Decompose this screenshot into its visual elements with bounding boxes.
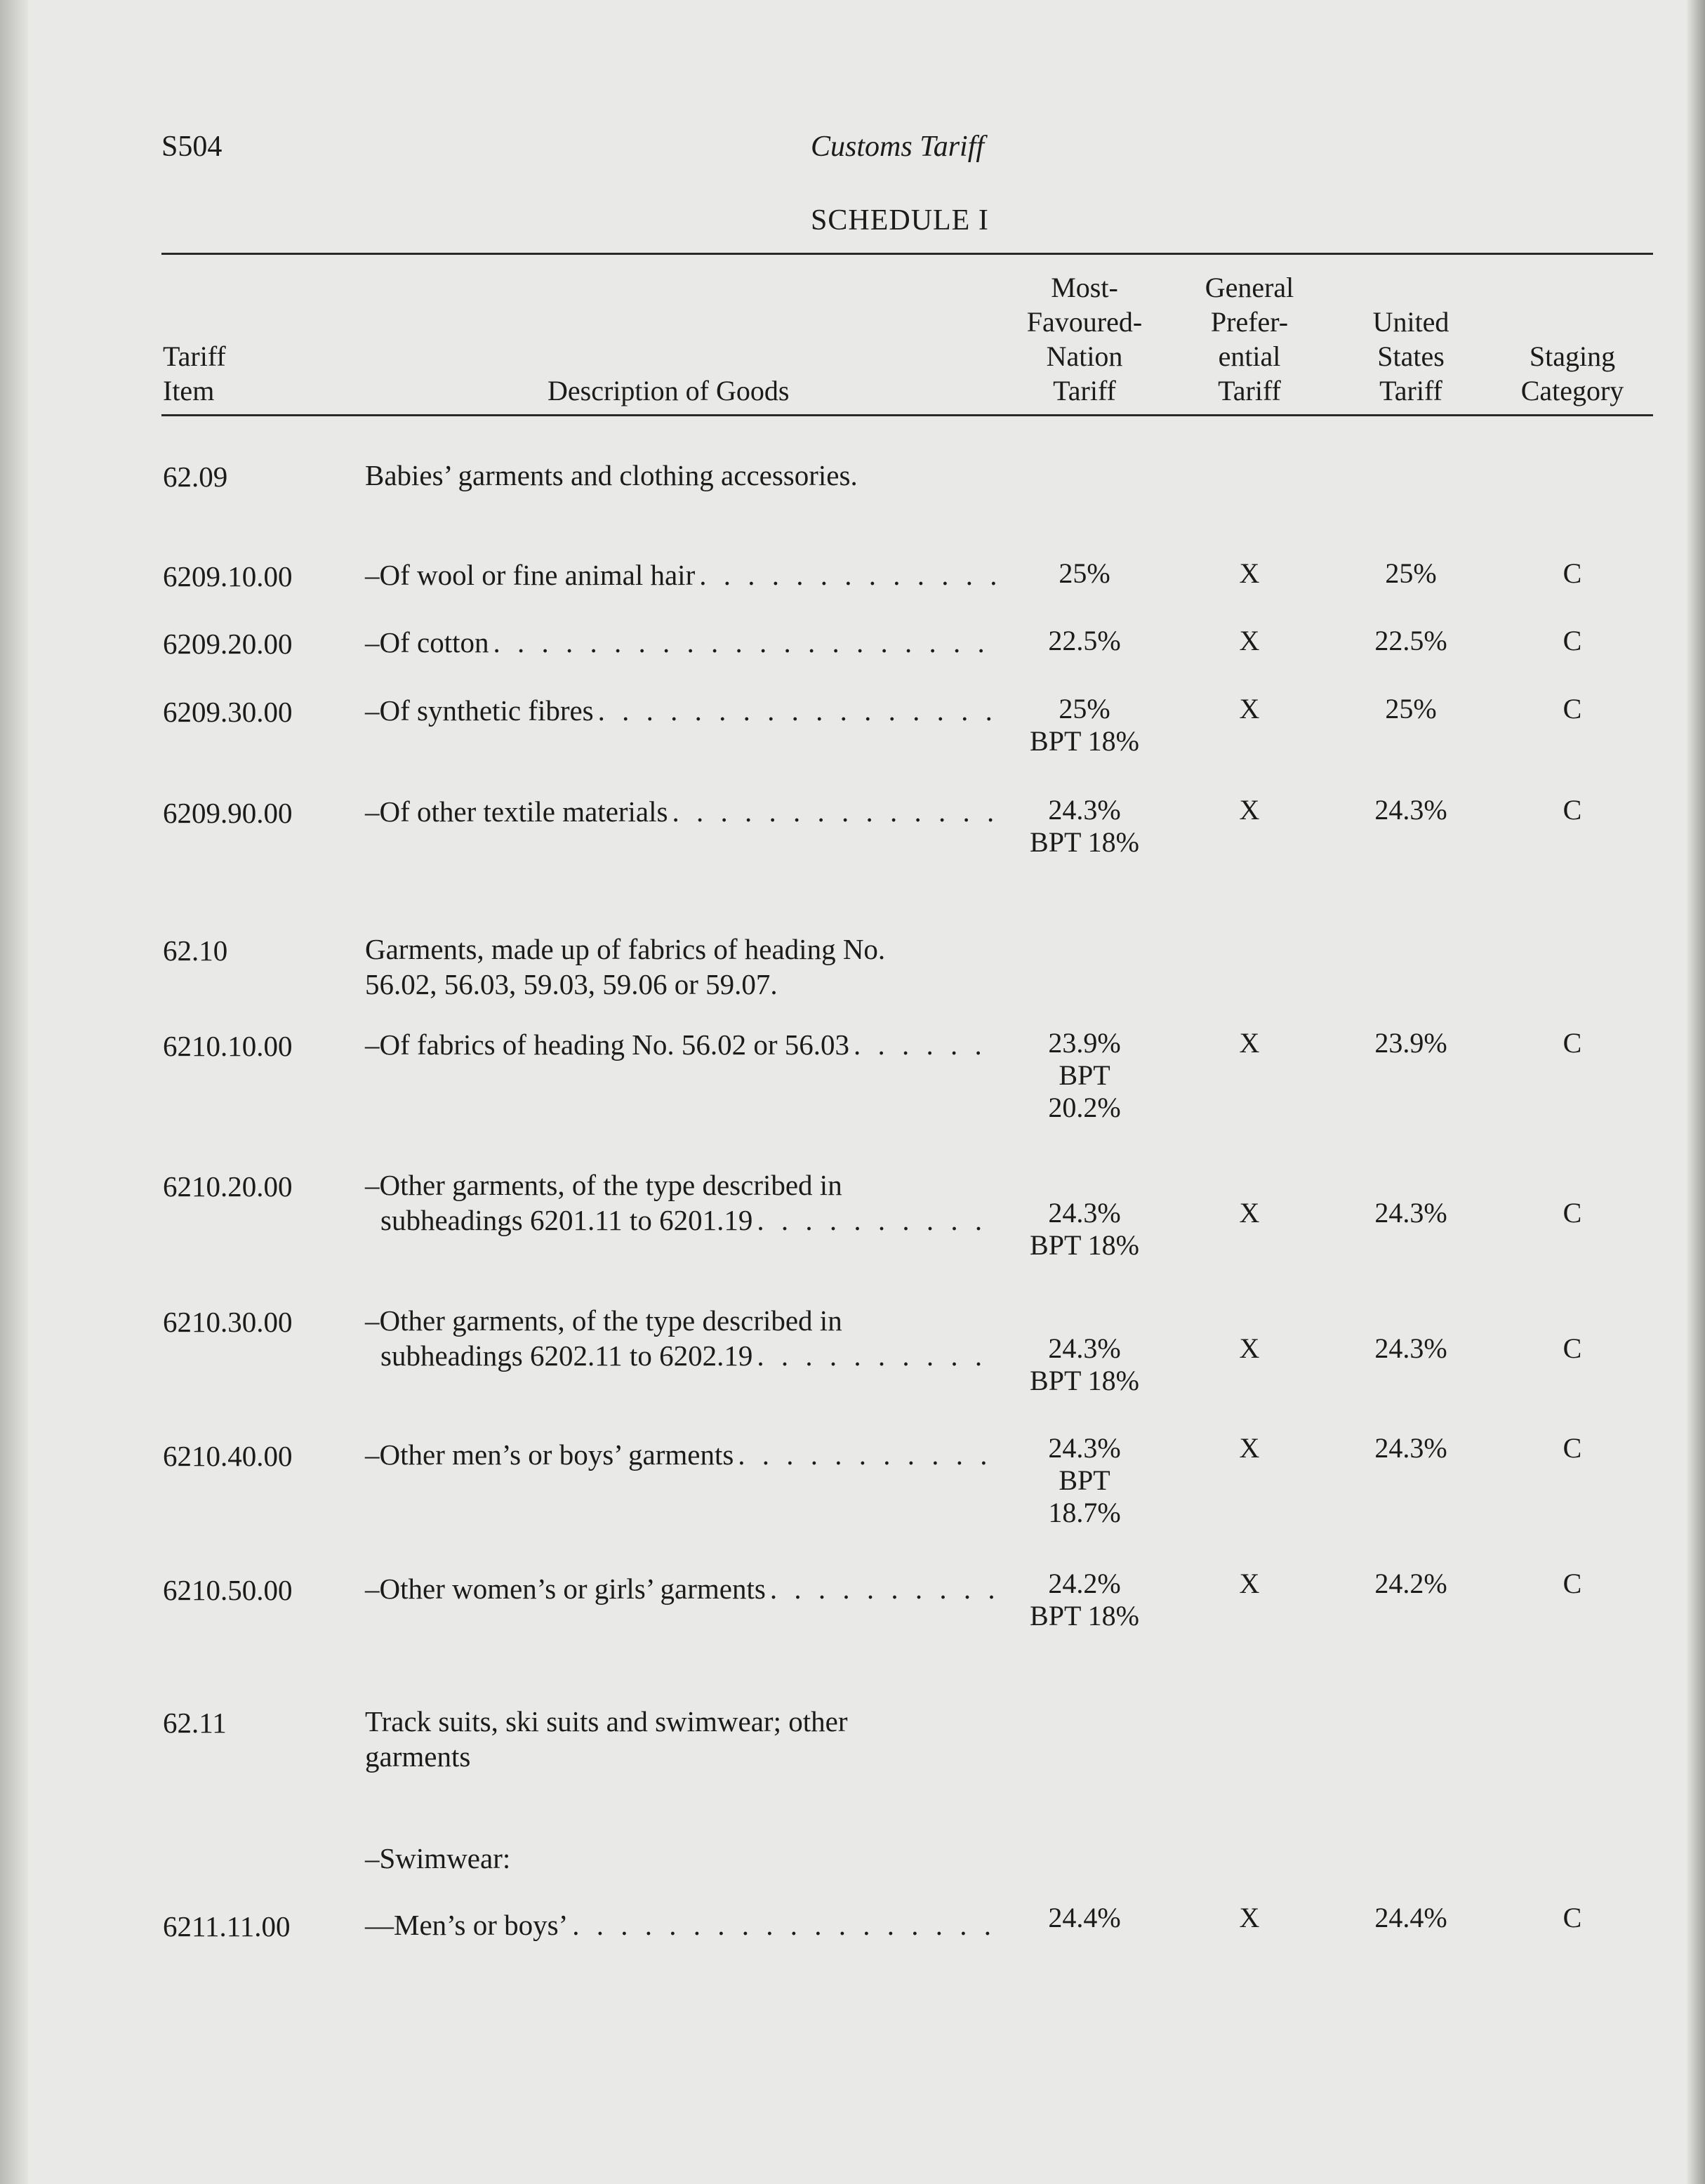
staging-category: C <box>1563 625 1582 656</box>
gpt-rate: X <box>1239 693 1260 724</box>
goods-description <box>365 458 997 493</box>
ust-rate: 25% <box>1385 557 1437 589</box>
rate-line: 24.3% <box>1048 1432 1121 1464</box>
rate-line: 24.3% <box>1048 1197 1121 1229</box>
gpt-rate: X <box>1239 1432 1260 1464</box>
rate-line: 23.9% <box>1048 1027 1121 1059</box>
goods-description <box>365 625 1000 660</box>
col-header-line: Most- <box>1051 272 1118 303</box>
staging-category: C <box>1563 1027 1582 1059</box>
description-line <box>365 794 1000 829</box>
staging-category: C <box>1563 693 1582 724</box>
description-line <box>365 557 1000 593</box>
ust-rate: 24.4% <box>1374 1902 1447 1933</box>
tariff-item-code: 62.09 <box>163 461 228 493</box>
mfn-rate <box>1011 1197 1158 1262</box>
description-line: Garments, made up of fabrics of heading No. <box>365 933 886 965</box>
col-header-line: ential <box>1218 340 1281 372</box>
description-line <box>365 1338 1000 1373</box>
description-text: –Other men’s or boys’ garments <box>365 1438 734 1471</box>
leader-dots <box>757 1338 1000 1373</box>
description-line: 56.02, 56.03, 59.03, 59.06 or 59.07. <box>365 968 778 1000</box>
gpt-rate: X <box>1239 1332 1260 1364</box>
staging-category: C <box>1563 1432 1582 1464</box>
tariff-item-code: 6210.10.00 <box>163 1030 293 1062</box>
rate-line: 24.2% <box>1048 1568 1121 1599</box>
leader-dots <box>572 1907 1000 1943</box>
rate-line: 20.2% <box>1048 1092 1121 1123</box>
description-line: –Other garments, of the type described in <box>365 1169 842 1201</box>
header-rule-bottom <box>161 414 1653 416</box>
ust-rate: 23.9% <box>1374 1027 1447 1059</box>
rate-line: BPT 18% <box>1030 826 1139 858</box>
mfn-rate <box>1011 625 1158 657</box>
header-rule-top <box>161 253 1653 255</box>
goods-description <box>365 1167 1000 1238</box>
col-header-line: Tariff <box>1053 375 1116 406</box>
ust-rate: 24.3% <box>1374 794 1447 826</box>
leader-dots <box>854 1027 1000 1062</box>
col-header-line: States <box>1377 340 1445 372</box>
ust-rate: 24.2% <box>1374 1568 1447 1599</box>
tariff-item-code: 6210.40.00 <box>163 1440 293 1472</box>
description-line <box>365 1437 1000 1472</box>
gpt-rate: X <box>1239 1568 1260 1599</box>
staging-category: C <box>1563 557 1582 589</box>
mfn-rate <box>1011 1332 1158 1397</box>
col-header-line: Prefer- <box>1210 306 1289 338</box>
rate-line: BPT 18% <box>1030 1229 1139 1261</box>
staging-category: C <box>1563 1197 1582 1229</box>
tariff-item-code: 6210.20.00 <box>163 1170 293 1203</box>
description-text: –Of wool or fine animal hair <box>365 559 696 591</box>
col-header-tariff-item <box>163 339 226 408</box>
ust-rate: 25% <box>1385 693 1437 724</box>
mfn-rate <box>1011 1902 1158 1934</box>
goods-description <box>365 557 1000 593</box>
goods-description <box>365 1027 1000 1062</box>
mfn-rate <box>1011 557 1158 590</box>
mfn-rate <box>1011 1568 1158 1632</box>
rate-line: 25% <box>1059 693 1110 724</box>
gpt-rate: X <box>1239 1027 1260 1059</box>
goods-description <box>365 1907 1000 1943</box>
col-header-mfn <box>1011 270 1158 408</box>
col-header-gpt <box>1179 270 1320 408</box>
running-title: Customs Tariff <box>811 131 985 163</box>
rate-line: 18.7% <box>1048 1497 1121 1528</box>
rate-line: BPT 18% <box>1030 1600 1139 1632</box>
description-line <box>365 1203 1000 1238</box>
tariff-item-code: 6209.90.00 <box>163 797 293 829</box>
gpt-rate: X <box>1239 625 1260 656</box>
staging-category: C <box>1563 794 1582 826</box>
tariff-item-code: 6210.30.00 <box>163 1306 293 1338</box>
mfn-rate <box>1011 1027 1158 1124</box>
description-text: –Of synthetic fibres <box>365 694 594 727</box>
col-header-line: Nation <box>1046 340 1123 372</box>
rate-line: 22.5% <box>1048 625 1121 656</box>
goods-description <box>365 1303 1000 1373</box>
goods-description <box>365 1704 997 1774</box>
goods-description <box>365 1437 1000 1472</box>
page-number: S504 <box>161 131 223 163</box>
gpt-rate: X <box>1239 557 1260 589</box>
tariff-item-code: 62.11 <box>163 1707 227 1739</box>
tariff-item-code: 62.10 <box>163 934 228 967</box>
ust-rate: 22.5% <box>1374 625 1447 656</box>
col-header-line: General <box>1205 272 1294 303</box>
description-text: ––Men’s or boys’ <box>365 1909 569 1941</box>
rate-line: 25% <box>1059 557 1110 589</box>
tariff-item-code: 6210.50.00 <box>163 1574 293 1606</box>
description-line: –Other garments, of the type described in <box>365 1304 842 1337</box>
staging-category: C <box>1563 1568 1582 1599</box>
staging-category: C <box>1563 1332 1582 1364</box>
description-line: garments <box>365 1740 471 1773</box>
col-header-line: Tariff <box>163 340 226 372</box>
gpt-rate: X <box>1239 1902 1260 1933</box>
tariff-item-code: 6211.11.00 <box>163 1910 291 1943</box>
col-header-line: Staging <box>1529 340 1616 372</box>
leader-dots <box>672 794 1000 829</box>
description-text: –Of other textile materials <box>365 795 668 828</box>
col-header-line: Favoured- <box>1026 306 1143 338</box>
col-header-line: Item <box>163 375 215 406</box>
rate-line: BPT 18% <box>1030 725 1139 757</box>
goods-description <box>365 1841 1000 1876</box>
staging-category: C <box>1563 1902 1582 1933</box>
leader-dots <box>738 1437 1000 1472</box>
leader-dots <box>757 1203 1000 1238</box>
col-header-line: Category <box>1520 375 1624 406</box>
description-text: subheadings 6202.11 to 6202.19 <box>380 1339 753 1372</box>
mfn-rate <box>1011 794 1158 859</box>
leader-dots <box>770 1571 1000 1606</box>
gpt-rate: X <box>1239 794 1260 826</box>
rate-line: 24.3% <box>1048 1332 1121 1364</box>
description-text: –Of cotton <box>365 626 489 658</box>
description-line <box>365 1571 1000 1606</box>
rate-line: BPT <box>1059 1464 1110 1496</box>
rate-line: BPT 18% <box>1030 1365 1139 1396</box>
col-header-line: Tariff <box>1218 375 1281 406</box>
col-header-line: United <box>1372 306 1449 338</box>
goods-description <box>365 794 1000 829</box>
description-line <box>365 693 1000 728</box>
description-text: –Of fabrics of heading No. 56.02 or 56.03 <box>365 1028 850 1061</box>
col-header-staging <box>1502 339 1643 408</box>
tariff-item-code: 6209.10.00 <box>163 560 293 593</box>
tariff-item-code: 6209.30.00 <box>163 696 293 728</box>
col-header-description: Description of Goods <box>548 375 790 406</box>
goods-description <box>365 1571 1000 1606</box>
description-text: subheadings 6201.11 to 6201.19 <box>380 1204 753 1236</box>
leader-dots <box>598 693 1000 728</box>
leader-dots <box>493 625 1001 660</box>
ust-rate: 24.3% <box>1374 1332 1447 1364</box>
col-header-line: Tariff <box>1379 375 1442 406</box>
description-line <box>365 1907 1000 1943</box>
description-line <box>365 1027 1000 1062</box>
tariff-item-code: 6209.20.00 <box>163 628 293 660</box>
ust-rate: 24.3% <box>1374 1197 1447 1229</box>
rate-line: BPT <box>1059 1059 1110 1091</box>
goods-description <box>365 693 1000 728</box>
description-line <box>365 625 1000 660</box>
description-line: Track suits, ski suits and swimwear; other <box>365 1705 848 1738</box>
schedule-title: SCHEDULE I <box>811 204 989 237</box>
gpt-rate: X <box>1239 1197 1260 1229</box>
leader-dots <box>699 557 1000 593</box>
col-header-ust <box>1337 305 1485 408</box>
mfn-rate <box>1011 693 1158 757</box>
description-text: –Other women’s or girls’ garments <box>365 1573 766 1605</box>
mfn-rate <box>1011 1432 1158 1529</box>
ust-rate: 24.3% <box>1374 1432 1447 1464</box>
goods-description <box>365 932 997 1002</box>
rate-line: 24.4% <box>1048 1902 1121 1933</box>
description-line: Babies’ garments and clothing accessories. <box>365 459 858 491</box>
description-line: –Swimwear: <box>365 1842 511 1874</box>
rate-line: 24.3% <box>1048 794 1121 826</box>
